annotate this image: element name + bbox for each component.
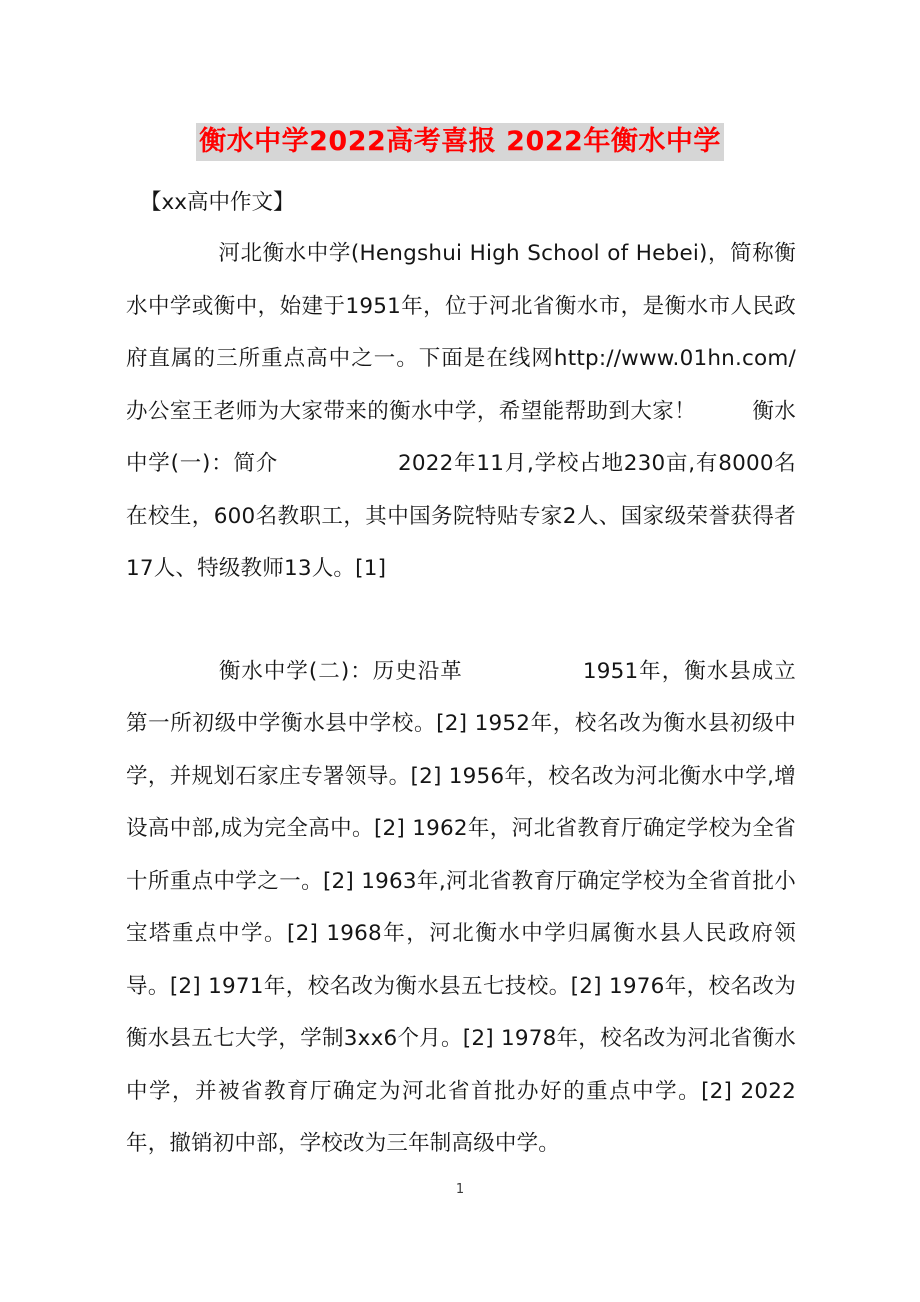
paragraph-intro-part2: 办公室王老师为大家带来的衡水中学，希望能帮助到大家！ [126, 398, 697, 424]
section-two-heading: 衡水中学(二)：历史沿革 [218, 658, 463, 684]
paragraph-intro-part4: 2022年11月,学校占地230亩,有8000名在校生，600名教职工，其中国务院特贴专家2人、国家级荣誉获得者17人、特级教师13人。[1] [126, 451, 796, 581]
section-one-heading: 衡水中学(一)：简介 [126, 398, 796, 476]
paragraph-intro [126, 228, 796, 596]
document-body [126, 178, 796, 1171]
category-tag [126, 178, 796, 228]
paragraph-history [126, 646, 796, 1171]
paragraph-history-body: 1951年，衡水县成立第一所初级中学衡水县中学校。[2] 1952年，校名改为衡水县初级中学，并规划石家庄专署领导。[2] 1956年，校名改为河北衡水中学,增设高中部,成为完全高中。[2] 1962年，河北省教育厅确定学校为全省十所重点中学之一。[2] 1963年,河北省教育厅确定学校为全省首批小宝塔重点中学。[2] 1968年，河北衡水中学归属衡水县人民政府领导。[2] 1971年，校名改为衡水县五七技校。[2] 1976年，校名改为衡水县五七大学，学制3xx6个月。[2] 1978年，校名改为河北省衡水中学，并被省教育厅确定为河北省首批办好的重点中学。[2] 2022年，撤销初中部，学校改为三年制高级中学。 [126, 658, 796, 1156]
page-number: 1 [455, 1182, 465, 1197]
school-url-text: http://www.01hn.com/ [553, 346, 796, 371]
page-title: 衡水中学2022高考喜报 2022年衡水中学 [196, 123, 724, 161]
category-tag-text: 【xx高中作文】 [140, 190, 295, 215]
document-title-row [0, 123, 920, 161]
paragraph-separator [126, 596, 796, 646]
paragraph-intro-part1: 河北衡水中学(Hengshui High School of Hebei)，简称衡水中学或衡中，始建于1951年，位于河北省衡水市，是衡水市人民政府直属的三所重点高中之一。下面是在线网 [126, 241, 796, 371]
